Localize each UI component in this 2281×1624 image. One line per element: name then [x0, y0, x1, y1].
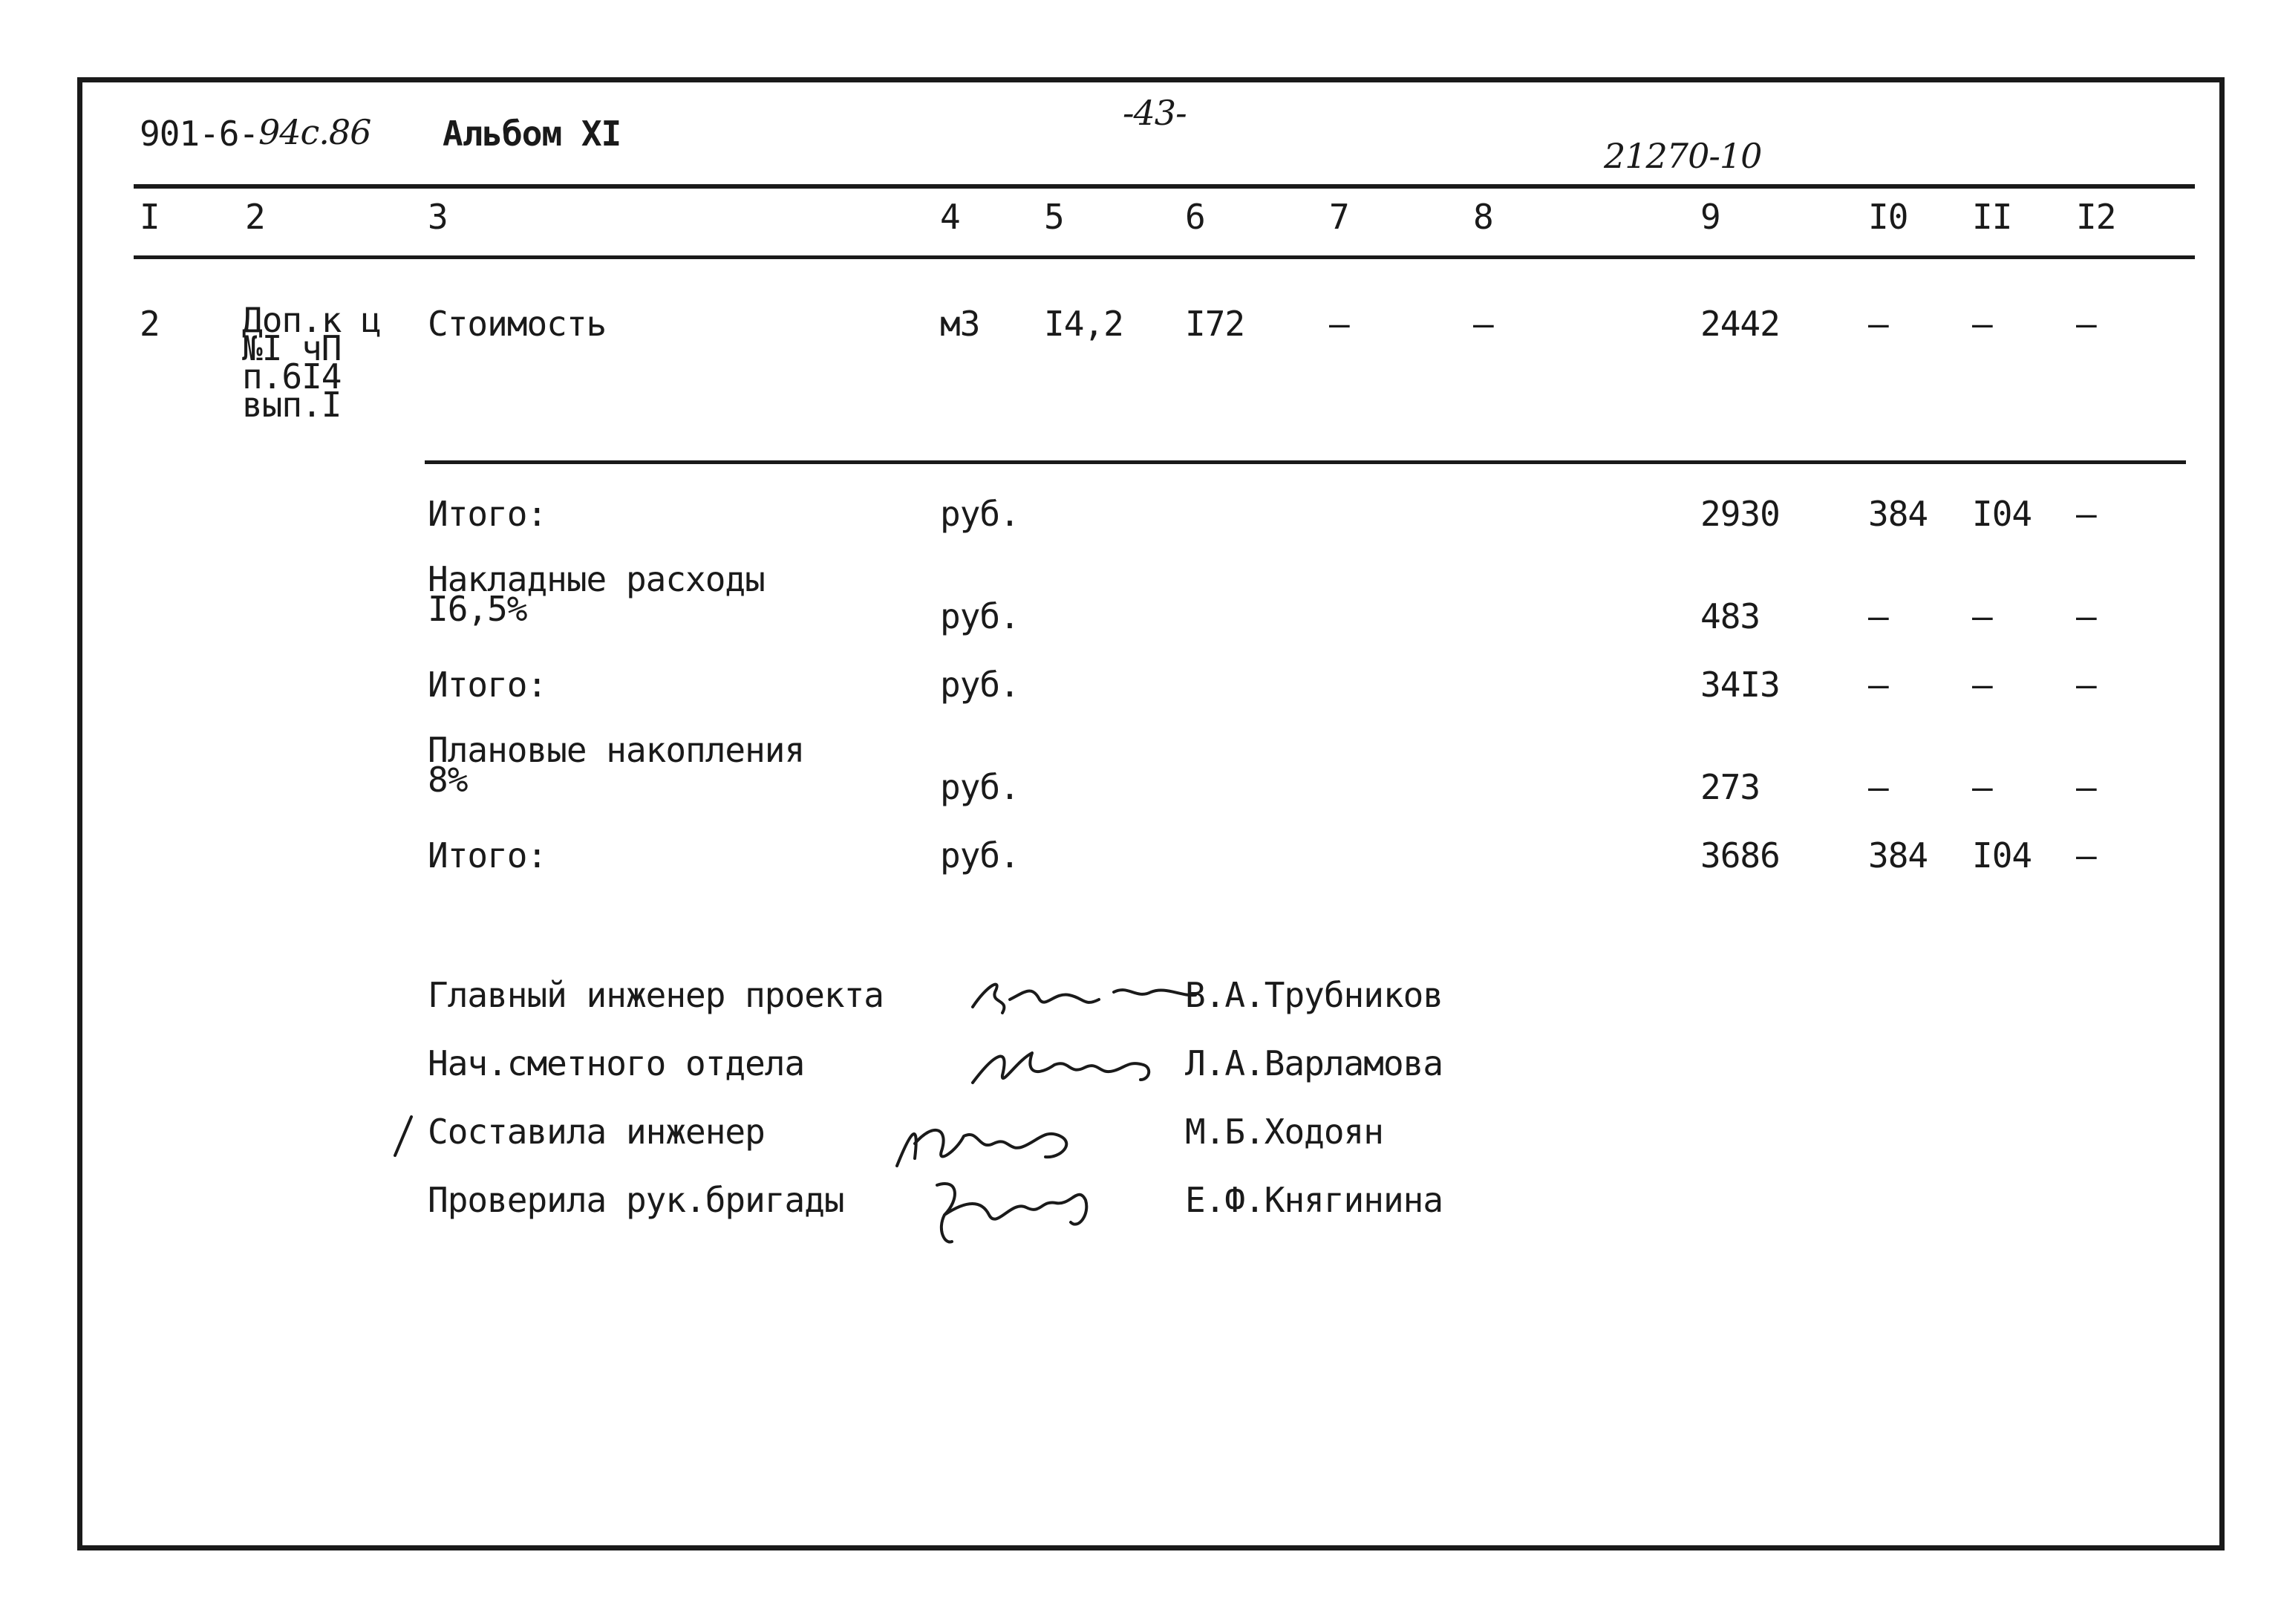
col-number-9: 9: [1700, 197, 1720, 237]
series-handwritten: 94с.86: [258, 112, 371, 152]
signature-role: Проверила рук.бригады: [428, 1180, 844, 1220]
summary-col10: –: [1868, 596, 1888, 636]
col-number-6: 6: [1185, 197, 1205, 237]
summary-name: Плановые накопления: [428, 730, 805, 770]
item-basis-line-4: вып.I: [242, 385, 342, 425]
summary-unit: руб.: [940, 596, 1019, 636]
item-rule: [425, 460, 2186, 464]
column-header-rule: [134, 255, 2195, 259]
summary-unit: руб.: [940, 665, 1019, 705]
item-total: 2442: [1700, 304, 1780, 344]
item-col12: –: [2076, 304, 2096, 344]
col-number-11: II: [1972, 197, 2012, 237]
summary-name: Накладные расходы: [428, 559, 765, 599]
item-basis-line-3: п.6I4: [242, 356, 342, 397]
summary-unit: руб.: [940, 767, 1019, 807]
summary-name: Итого:: [428, 665, 547, 705]
item-unit: м3: [940, 304, 980, 344]
summary-col12: –: [2076, 596, 2096, 636]
item-col11: –: [1972, 304, 1992, 344]
item-name: Стоимость: [428, 304, 607, 344]
handwritten-signature-trubnikov: [958, 970, 1203, 1022]
summary-unit: руб.: [940, 835, 1019, 875]
summary-total: 3686: [1700, 835, 1780, 875]
summary-col11: I04: [1972, 835, 2032, 875]
header-rule: [134, 184, 2195, 189]
signature-person: Е.Ф.Княгинина: [1185, 1180, 1443, 1220]
signature-role: Нач.сметного отдела: [428, 1043, 805, 1083]
summary-name: Итого:: [428, 494, 547, 534]
page-number: -43-: [1123, 93, 1187, 133]
summary-col12: –: [2076, 835, 2096, 875]
summary-col11: –: [1972, 596, 1992, 636]
item-basis-line-2: №I чП: [242, 328, 342, 368]
summary-col12: –: [2076, 767, 2096, 807]
series-prefix: 901-6-: [140, 114, 259, 154]
col-number-8: 8: [1473, 197, 1493, 237]
col-number-7: 7: [1329, 197, 1349, 237]
item-number: 2: [140, 304, 160, 344]
col-number-3: 3: [428, 197, 448, 237]
col-number-1: I: [140, 197, 160, 237]
summary-col12: –: [2076, 665, 2096, 705]
item-col10: –: [1868, 304, 1888, 344]
doc-code: 21270-10: [1604, 136, 1762, 176]
col-number-10: I0: [1868, 197, 1908, 237]
signature-person: В.А.Трубников: [1185, 975, 1443, 1015]
summary-total: 483: [1700, 596, 1760, 636]
item-col7: –: [1329, 304, 1349, 344]
summary-name-line-2: I6,5%: [428, 589, 527, 629]
summary-name: Итого:: [428, 835, 547, 875]
handwritten-signature-varlamova: [958, 1038, 1173, 1098]
summary-total: 34I3: [1700, 665, 1780, 705]
summary-total: 273: [1700, 767, 1760, 807]
summary-name-line-2: 8%: [428, 760, 468, 800]
col-number-4: 4: [940, 197, 960, 237]
handwritten-signature-khodoyan: [882, 1106, 1105, 1173]
summary-col10: –: [1868, 767, 1888, 807]
signature-person: Л.А.Варламова: [1185, 1043, 1443, 1083]
item-basis-line-1: Доп.к ц: [242, 300, 381, 340]
document-frame: [77, 77, 2225, 1550]
col-number-2: 2: [245, 197, 265, 237]
summary-col10: –: [1868, 665, 1888, 705]
item-unit-price: I72: [1185, 304, 1245, 344]
col-number-12: I2: [2076, 197, 2116, 237]
signature-role: Главный инженер проекта: [428, 975, 884, 1015]
item-quantity: I4,2: [1044, 304, 1123, 344]
signature-role: Составила инженер: [428, 1112, 765, 1152]
summary-col12: –: [2076, 494, 2096, 534]
summary-col10: 384: [1868, 835, 1928, 875]
summary-unit: руб.: [940, 494, 1019, 534]
album-label: Альбом XI: [443, 114, 621, 154]
col-number-5: 5: [1044, 197, 1064, 237]
summary-col11: –: [1972, 665, 1992, 705]
margin-tick-mark: [392, 1114, 414, 1158]
item-col8: –: [1473, 304, 1493, 344]
summary-total: 2930: [1700, 494, 1780, 534]
summary-col11: I04: [1972, 494, 2032, 534]
summary-col10: 384: [1868, 494, 1928, 534]
handwritten-signature-knyaginina: [915, 1170, 1108, 1252]
signature-person: М.Б.Ходоян: [1185, 1112, 1383, 1152]
summary-col11: –: [1972, 767, 1992, 807]
